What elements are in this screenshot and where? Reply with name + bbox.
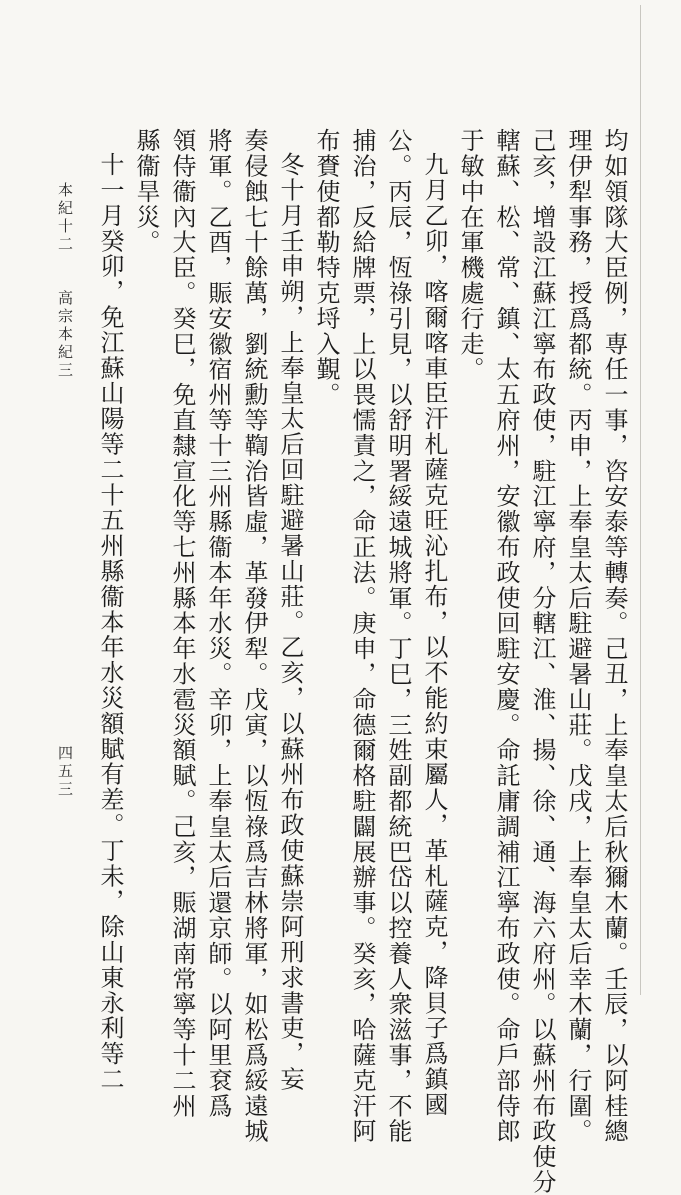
text-column: 轄蘇、松、常、鎮、太五府州，安徽布政使回駐安慶。命託庸調補江寧布政使。命戶部侍郎 <box>492 128 520 1144</box>
text-column: 于敏中在軍機處行走。 <box>456 128 484 382</box>
page-number: 四五三 <box>56 745 74 799</box>
text-column: 縣衞旱災。 <box>132 128 160 255</box>
text-column: 捕治，反給牌票，上以畏懦責之，命正法。庚申，命德爾格駐闢展辦事。癸亥，哈薩克汗阿 <box>348 128 376 1144</box>
text-column: 布賚使都勒特克埒入覲。 <box>312 128 340 408</box>
text-column: 冬十月壬申朔，上奉皇太后回駐避暑山莊。乙亥，以蘇州布政使蘇崇阿刑求書吏，妄 <box>276 152 304 1092</box>
text-column: 公。丙辰，恆祿引見，以舒明署綏遠城將軍。丁巳，三姓副都統巴岱以控養人衆滋事，不能 <box>384 128 412 1144</box>
text-column: 十一月癸卯，免江蘇山陽等二十五州縣衞本年水災額賦有差。丁未，除山東永利等二 <box>96 152 124 1092</box>
text-column: 領侍衞內大臣。癸巳，免直隸宣化等七州縣本年水雹災額賦。己亥，賑湖南常寧等十二州 <box>168 128 196 1119</box>
text-column: 將軍。乙酉，賑安徽宿州等十三州縣衞本年水災。辛卯，上奉皇太后還京師。以阿里袞爲 <box>204 128 232 1119</box>
text-column: 九月乙卯，喀爾喀車臣汗札薩克旺沁扎布，以不能約束屬人，革札薩克，降貝子爲鎮國 <box>420 152 448 1118</box>
running-head-title: 高宗本紀三 <box>56 290 74 380</box>
page-edge-line <box>640 5 641 995</box>
text-column: 己亥，增設江蘇江寧布政使，駐江寧府，分轄江、淮、揚、徐、通、海六府州。以蘇州布政使分 <box>528 128 556 1195</box>
text-column: 均如領隊大臣例，専任一事，咨安泰等轉奏。己丑，上奉皇太后秋獮木蘭。壬辰，以阿桂總 <box>600 128 628 1144</box>
text-column: 理伊犁事務，授爲都統。丙申，上奉皇太后駐避暑山莊。戊戌，上奉皇太后幸木蘭，行圍。 <box>564 128 592 1144</box>
text-column: 奏侵蝕七十餘萬，劉統勳等鞫治皆虛，革發伊犁。戊寅，以恆祿爲吉林將軍，如松爲綏遠城 <box>240 128 268 1144</box>
running-head-chapter: 本紀十二 <box>56 182 74 254</box>
